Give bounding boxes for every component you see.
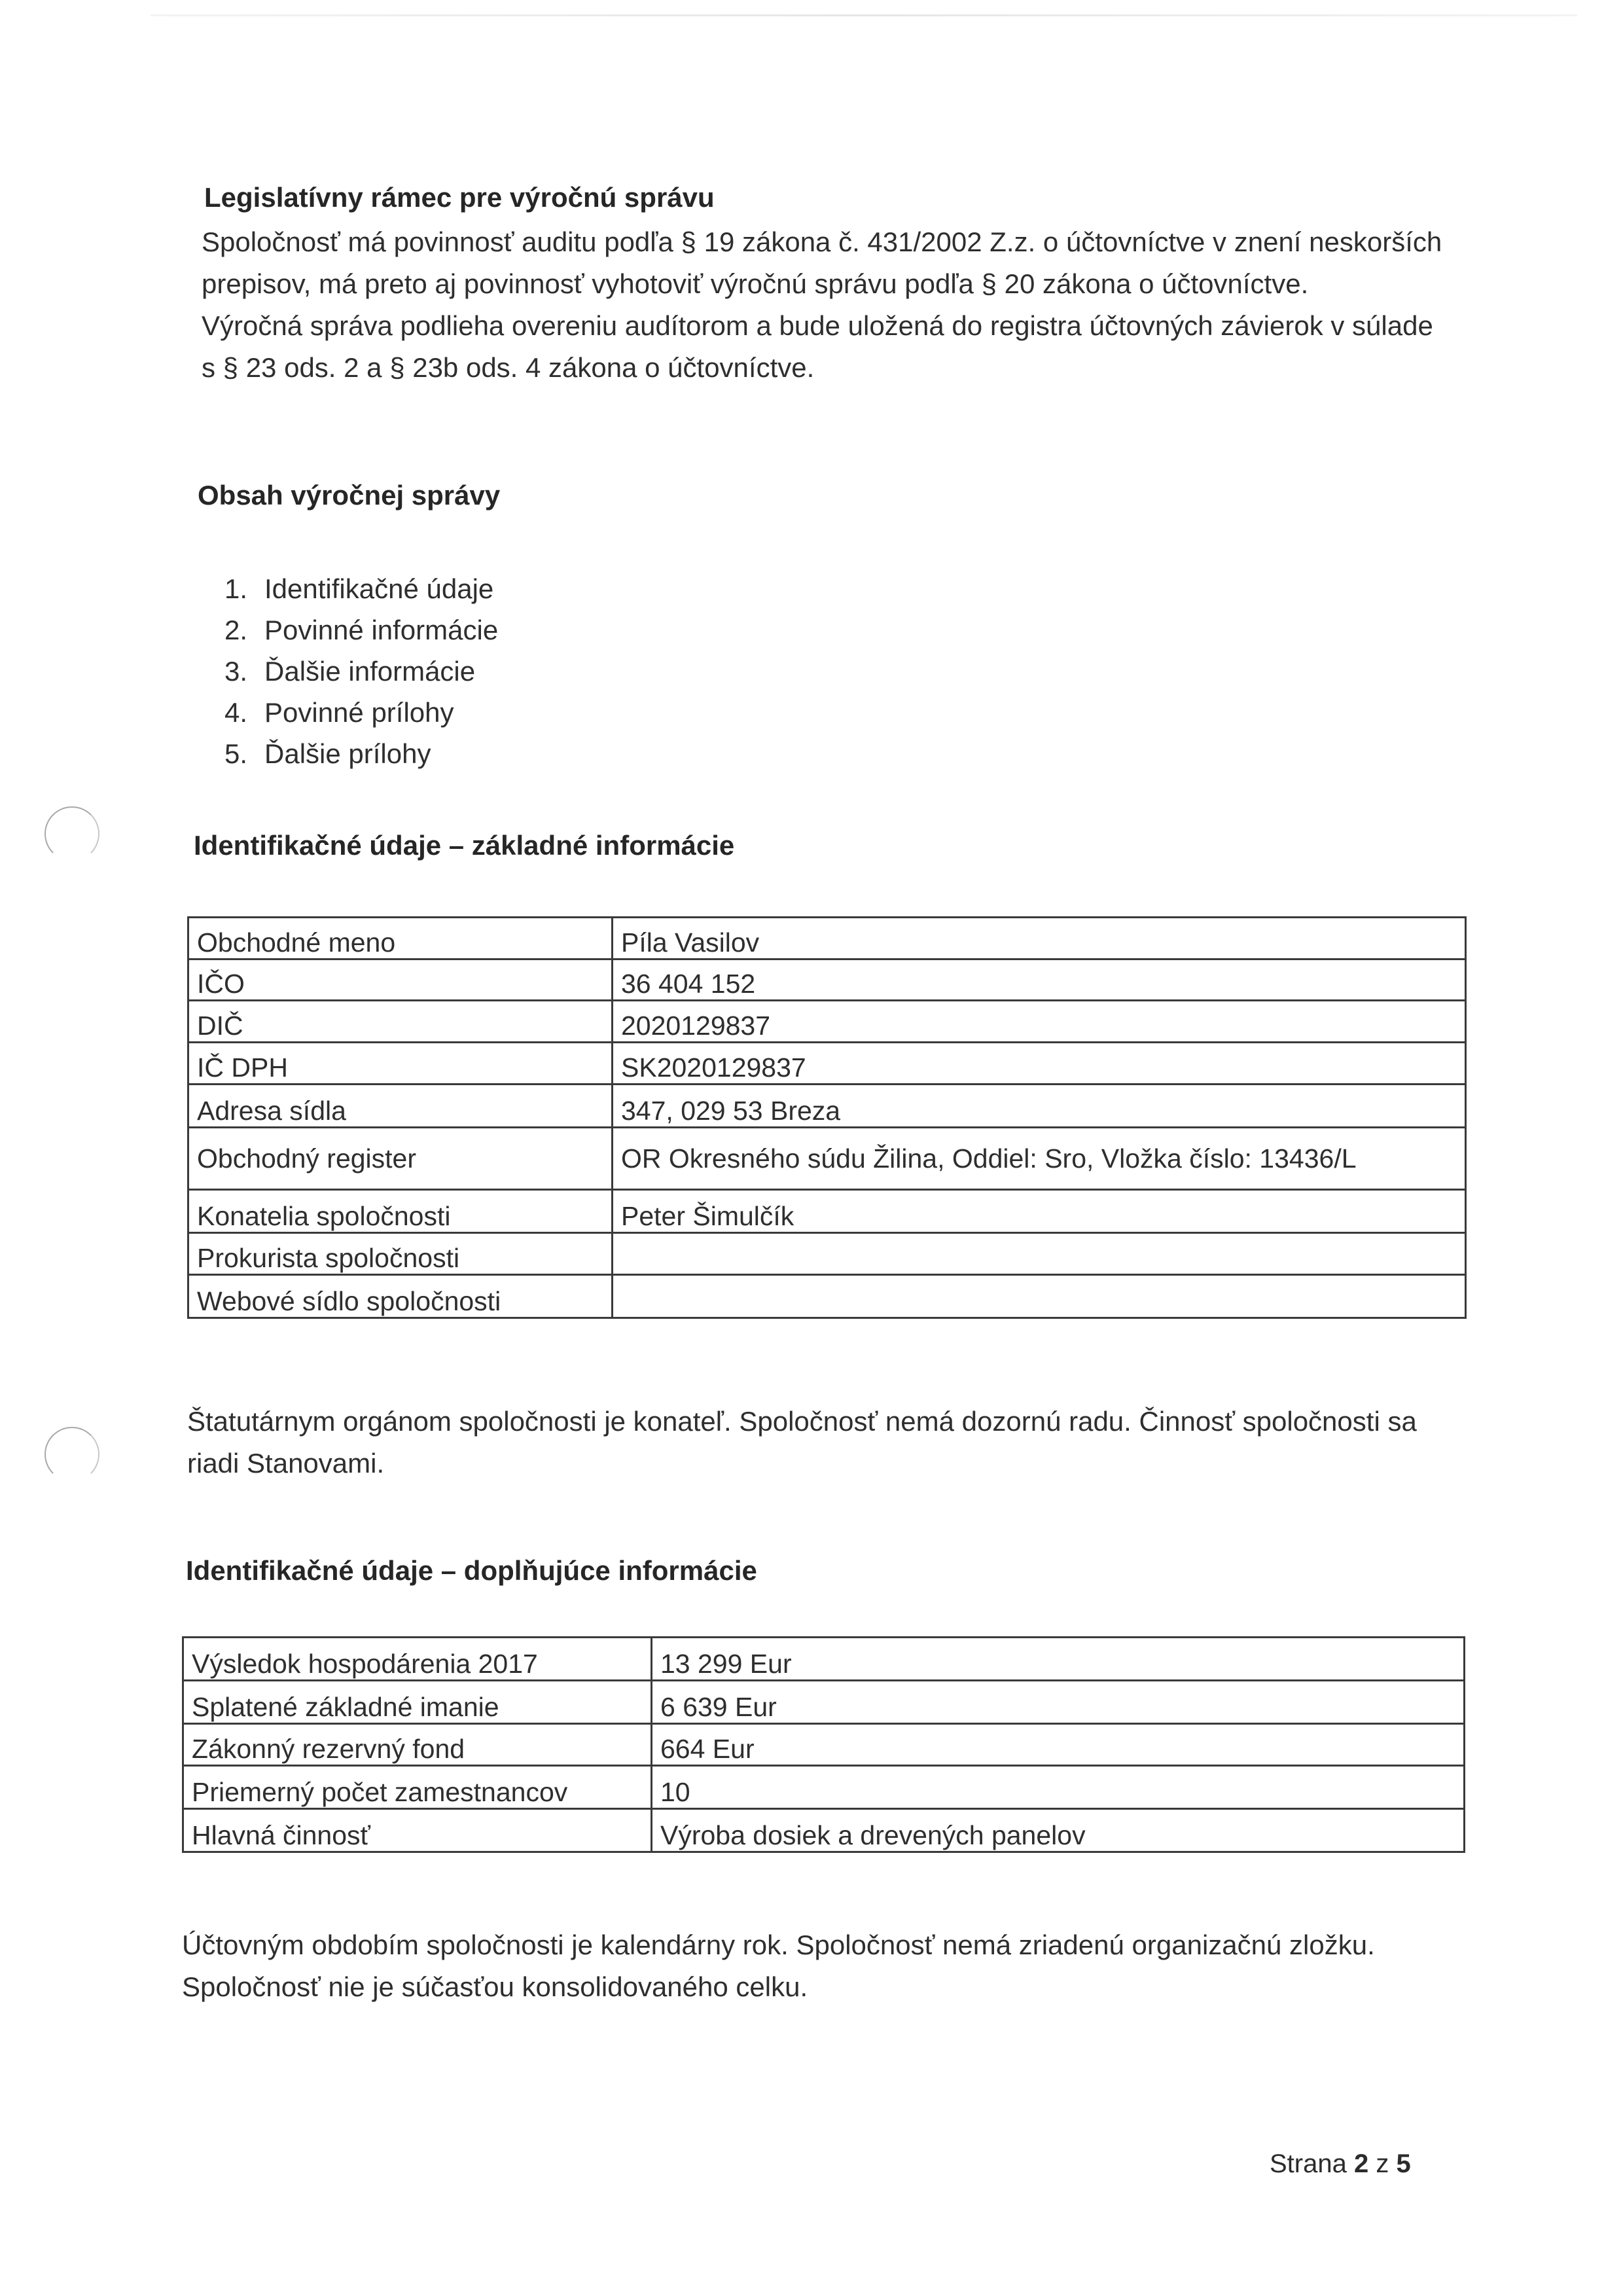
row-value: 664 Eur — [652, 1724, 1465, 1766]
row-value: 6 639 Eur — [652, 1681, 1465, 1724]
row-label: Splatené základné imanie — [183, 1681, 652, 1724]
list-item-number: 5. — [224, 738, 247, 769]
row-value: 10 — [652, 1766, 1465, 1809]
text-line: Štatutárnym orgánom spoločnosti je konateľ. Spoločnosť nemá dozornú radu. Činnosť spoločnosti sa — [187, 1406, 1417, 1437]
basic-info-title: Identifikačné údaje – základné informácie — [194, 830, 735, 861]
table-row — [188, 1001, 1466, 1043]
row-value: Výroba dosiek a drevených panelov — [652, 1809, 1465, 1852]
supplementary-info-title: Identifikačné údaje – doplňujúce informácie — [186, 1555, 757, 1586]
row-value: Peter Šimulčík — [613, 1190, 1466, 1233]
basic-info-note — [187, 1401, 1417, 1484]
page-number — [1270, 2149, 1411, 2179]
list-item-number: 1. — [224, 573, 247, 604]
table-row — [188, 1275, 1466, 1318]
row-label: Prokurista spoločnosti — [188, 1233, 613, 1275]
table-row — [183, 1681, 1465, 1724]
table-row — [183, 1809, 1465, 1852]
text-line: riadi Stanovami. — [187, 1448, 385, 1479]
basic-info-table — [187, 916, 1467, 1319]
table-row — [188, 918, 1466, 960]
list-item — [196, 609, 498, 651]
table-row — [188, 1043, 1466, 1085]
row-value: 2020129837 — [613, 1001, 1466, 1043]
row-value: SK2020129837 — [613, 1043, 1466, 1085]
row-label: Výsledok hospodárenia 2017 — [183, 1638, 652, 1681]
text-line: prepisov, má preto aj povinnosť vyhotoviť výročnú správu podľa § 20 zákona o účtovníctve. — [202, 268, 1309, 299]
table-row — [183, 1638, 1465, 1681]
list-item — [196, 733, 498, 774]
contents-list — [196, 568, 498, 774]
text-line: s § 23 ods. 2 a § 23b ods. 4 zákona o účtovníctve. — [202, 352, 815, 383]
list-item-number: 4. — [224, 697, 247, 728]
row-value: 347, 029 53 Breza — [613, 1085, 1466, 1128]
row-label: Konatelia spoločnosti — [188, 1190, 613, 1233]
row-value: Píla Vasilov — [613, 918, 1466, 960]
supplementary-info-table — [182, 1636, 1465, 1853]
legal-framework-title: Legislatívny rámec pre výročnú správu — [204, 182, 715, 213]
punch-hole-icon — [45, 806, 99, 861]
current-page: 2 — [1353, 2149, 1369, 2178]
table-row — [188, 1128, 1466, 1190]
contents-title: Obsah výročnej správy — [198, 480, 501, 511]
punch-hole-icon — [45, 1427, 99, 1482]
list-item-label: Ďalšie informácie — [264, 656, 476, 687]
row-label: Hlavná činnosť — [183, 1809, 652, 1852]
scan-artifact-line — [151, 14, 1577, 16]
list-item-number: 2. — [224, 615, 247, 645]
row-label: Adresa sídla — [188, 1085, 613, 1128]
row-label: Zákonný rezervný fond — [183, 1724, 652, 1766]
row-label: Obchodné meno — [188, 918, 613, 960]
row-label: Priemerný počet zamestnancov — [183, 1766, 652, 1809]
text-line: Spoločnosť nie je súčasťou konsolidovaného celku. — [182, 1971, 808, 2002]
list-item — [196, 568, 498, 609]
list-item — [196, 692, 498, 733]
legal-framework-text — [202, 221, 1442, 389]
text-line: Spoločnosť má povinnosť auditu podľa § 19 zákona č. 431/2002 Z.z. o účtovníctve v znení neskorších — [202, 226, 1442, 257]
row-label: IČ DPH — [188, 1043, 613, 1085]
table-row — [183, 1766, 1465, 1809]
text-line: Výročná správa podlieha overeniu audítorom a bude uložená do registra účtovných závierok v súlade — [202, 310, 1433, 341]
total-pages: 5 — [1396, 2149, 1411, 2178]
row-value — [613, 1233, 1466, 1275]
row-value — [613, 1275, 1466, 1318]
table-row — [188, 1190, 1466, 1233]
row-value: OR Okresného súdu Žilina, Oddiel: Sro, Vložka číslo: 13436/L — [613, 1128, 1466, 1190]
row-value: 36 404 152 — [613, 960, 1466, 1001]
row-label: Webové sídlo spoločnosti — [188, 1275, 613, 1318]
list-item-number: 3. — [224, 656, 247, 687]
list-item-label: Identifikačné údaje — [264, 573, 494, 604]
page-separator: z — [1368, 2149, 1397, 2178]
list-item — [196, 651, 498, 692]
page-label: Strana — [1270, 2149, 1354, 2178]
row-value: 13 299 Eur — [652, 1638, 1465, 1681]
table-row — [188, 1233, 1466, 1275]
list-item-label: Povinné prílohy — [264, 697, 454, 728]
supplementary-info-note — [182, 1924, 1375, 2008]
table-row — [183, 1724, 1465, 1766]
table-row — [188, 960, 1466, 1001]
text-line: Účtovným obdobím spoločnosti je kalendárny rok. Spoločnosť nemá zriadenú organizačnú zložku. — [182, 1929, 1375, 1960]
list-item-label: Ďalšie prílohy — [264, 738, 431, 769]
list-item-label: Povinné informácie — [264, 615, 499, 645]
row-label: IČO — [188, 960, 613, 1001]
row-label: DIČ — [188, 1001, 613, 1043]
row-label: Obchodný register — [188, 1128, 613, 1190]
table-row — [188, 1085, 1466, 1128]
